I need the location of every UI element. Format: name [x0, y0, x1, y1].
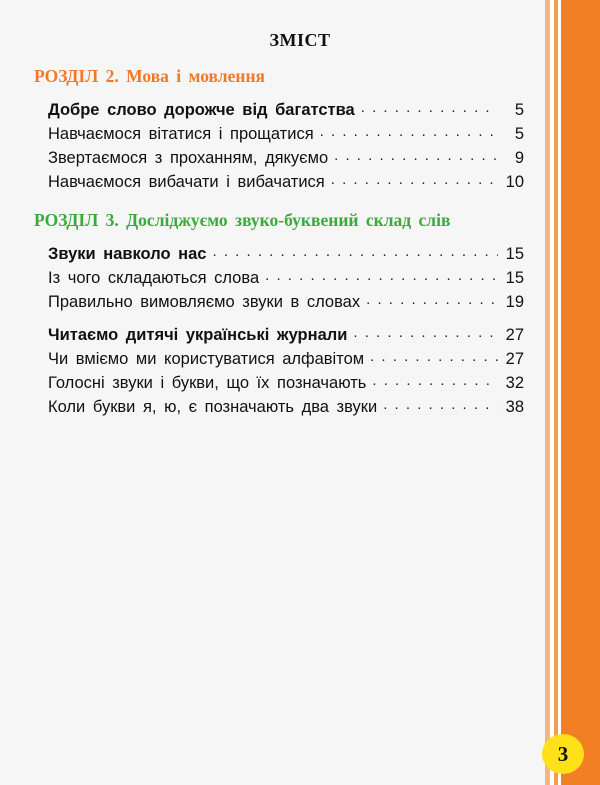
toc-entry-title: Читаємо дитячі українські журнали [48, 326, 348, 344]
toc-entry-page: 15 [505, 269, 524, 287]
sidebar-band [561, 0, 600, 785]
toc-section-3 [48, 240, 524, 312]
toc-entry-page: 5 [514, 101, 524, 119]
dot-leader [383, 396, 498, 413]
toc-entry-title: Звуки навколо нас [48, 245, 207, 263]
toc-entry[interactable] [48, 168, 524, 192]
toc-entry-title: Голосні звуки і букви, що їх позначають [48, 374, 367, 392]
toc-entry[interactable] [48, 288, 524, 312]
toc-section-2 [48, 96, 524, 192]
dot-leader [331, 171, 498, 188]
section-heading-3: РОЗДІЛ 3. Досліджуємо звуко-буквений склад слів [34, 210, 451, 230]
toc-entry-title: Коли букви я, ю, є позначають два звуки [48, 398, 378, 416]
toc-entry[interactable] [48, 96, 524, 120]
toc-entry-page: 10 [505, 173, 524, 191]
toc-subsection [48, 321, 524, 417]
toc-entry[interactable] [48, 345, 524, 369]
toc-entry-page: 38 [505, 398, 524, 416]
page-title: ЗМІСТ [269, 30, 331, 50]
toc-entry-title: Навчаємося вибачати і вибачатися [48, 173, 325, 191]
toc-entry-title: Правильно вимовляємо звуки в словах [48, 293, 361, 311]
dot-leader [366, 291, 498, 308]
dot-leader [353, 324, 498, 341]
section-heading-2: РОЗДІЛ 2. Мова і мовлення [34, 66, 265, 86]
toc-entry-title: Звертаємося з проханням, дякуємо [48, 149, 329, 167]
toc-entry-page: 19 [505, 293, 524, 311]
toc-entry-page: 15 [505, 245, 524, 263]
dot-leader [265, 267, 498, 284]
toc-entry-title: Добре слово дорожче від багатства [48, 101, 355, 119]
toc-entry[interactable] [48, 321, 524, 345]
toc-entry-title: Із чого складаються слова [48, 269, 260, 287]
toc-entry-page: 9 [514, 149, 524, 167]
page-number-badge: 3 [542, 734, 584, 774]
toc-entry[interactable] [48, 144, 524, 168]
dot-leader [212, 243, 498, 260]
toc-entry[interactable] [48, 120, 524, 144]
dot-leader [334, 147, 498, 164]
dot-leader [372, 372, 498, 389]
dot-leader [370, 348, 498, 365]
toc-entry-title: Чи вміємо ми користуватися алфавітом [48, 350, 365, 368]
toc-entry-page: 27 [505, 326, 524, 344]
toc-entry[interactable] [48, 240, 524, 264]
toc-entry-page: 32 [505, 374, 524, 392]
toc-entry-page: 5 [514, 125, 524, 143]
toc-entry[interactable] [48, 369, 524, 393]
toc-entry[interactable] [48, 393, 524, 417]
dot-leader [320, 123, 498, 140]
toc-entry[interactable] [48, 264, 524, 288]
dot-leader [361, 99, 498, 116]
toc-entry-page: 27 [505, 350, 524, 368]
toc-entry-title: Навчаємося вітатися і прощатися [48, 125, 314, 143]
